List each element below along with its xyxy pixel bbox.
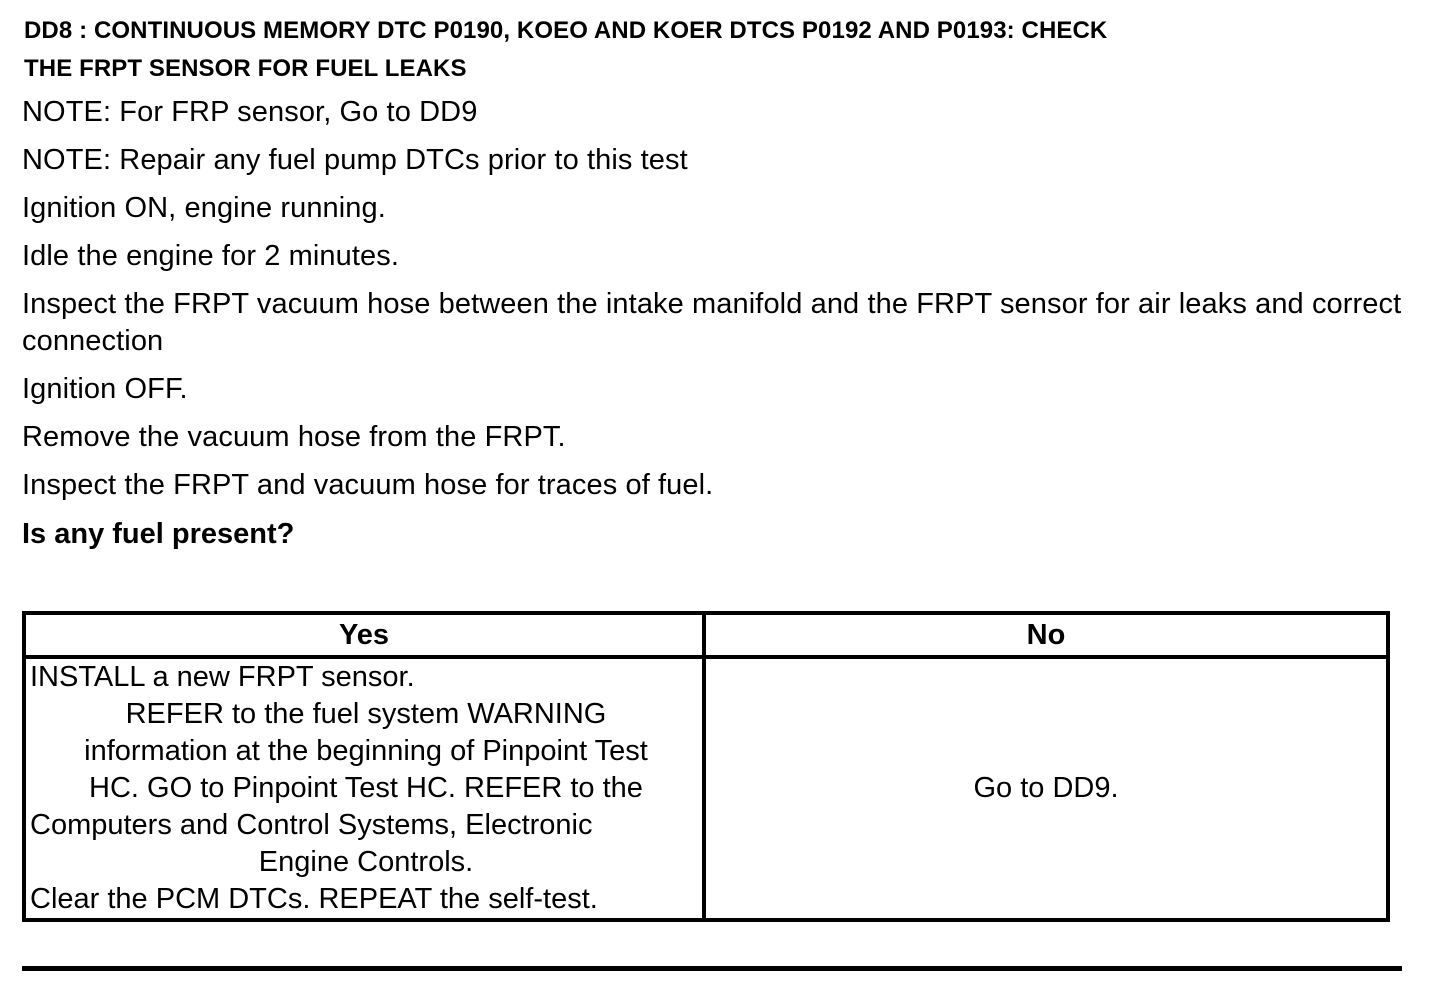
outcome-row xyxy=(24,657,1388,920)
yes-outcome-line: HC. GO to Pinpoint Test HC. REFER to the xyxy=(89,772,643,804)
step-title xyxy=(24,12,1414,88)
procedure-step: Idle the engine for 2 minutes. xyxy=(22,240,400,272)
procedure-step: NOTE: Repair any fuel pump DTCs prior to this test xyxy=(22,144,688,176)
step-title-line-1: DD8 : CONTINUOUS MEMORY DTC P0190, KOEO AND KOER DTCS P0192 AND P0193: CHECK xyxy=(24,17,1108,44)
procedure-step: Ignition OFF. xyxy=(22,373,188,405)
procedure-step: Inspect the FRPT vacuum hose between the intake manifold and the FRPT sensor for air leaks and correct connection xyxy=(22,288,1402,357)
yes-outcome-line: REFER to the fuel system WARNING xyxy=(125,698,607,730)
procedure-steps xyxy=(22,94,1412,515)
outcome-table xyxy=(22,611,1390,922)
step-title-line-2: THE FRPT SENSOR FOR FUEL LEAKS xyxy=(24,55,467,82)
yes-outcome-line: information at the beginning of Pinpoint Test xyxy=(84,735,648,767)
outcome-header-row xyxy=(24,613,1388,657)
yes-outcome-line: INSTALL a new FRPT sensor. xyxy=(30,661,415,693)
test-question: Is any fuel present? xyxy=(22,518,295,550)
yes-outcome-line: Computers and Control Systems, Electronic xyxy=(30,809,593,841)
procedure-step: Inspect the FRPT and vacuum hose for traces of fuel. xyxy=(22,469,714,501)
no-outcome-cell: Go to DD9. xyxy=(704,657,1388,920)
yes-outcome-line: Clear the PCM DTCs. REPEAT the self-test. xyxy=(30,883,598,915)
bottom-divider xyxy=(22,966,1402,971)
procedure-step: Ignition ON, engine running. xyxy=(22,192,386,224)
procedure-step: NOTE: For FRP sensor, Go to DD9 xyxy=(22,96,478,128)
procedure-step: Remove the vacuum hose from the FRPT. xyxy=(22,421,566,453)
yes-outcome-line: Engine Controls. xyxy=(258,846,474,878)
yes-column-header: Yes xyxy=(24,613,704,657)
no-column-header: No xyxy=(704,613,1388,657)
yes-outcome-cell xyxy=(24,657,704,920)
